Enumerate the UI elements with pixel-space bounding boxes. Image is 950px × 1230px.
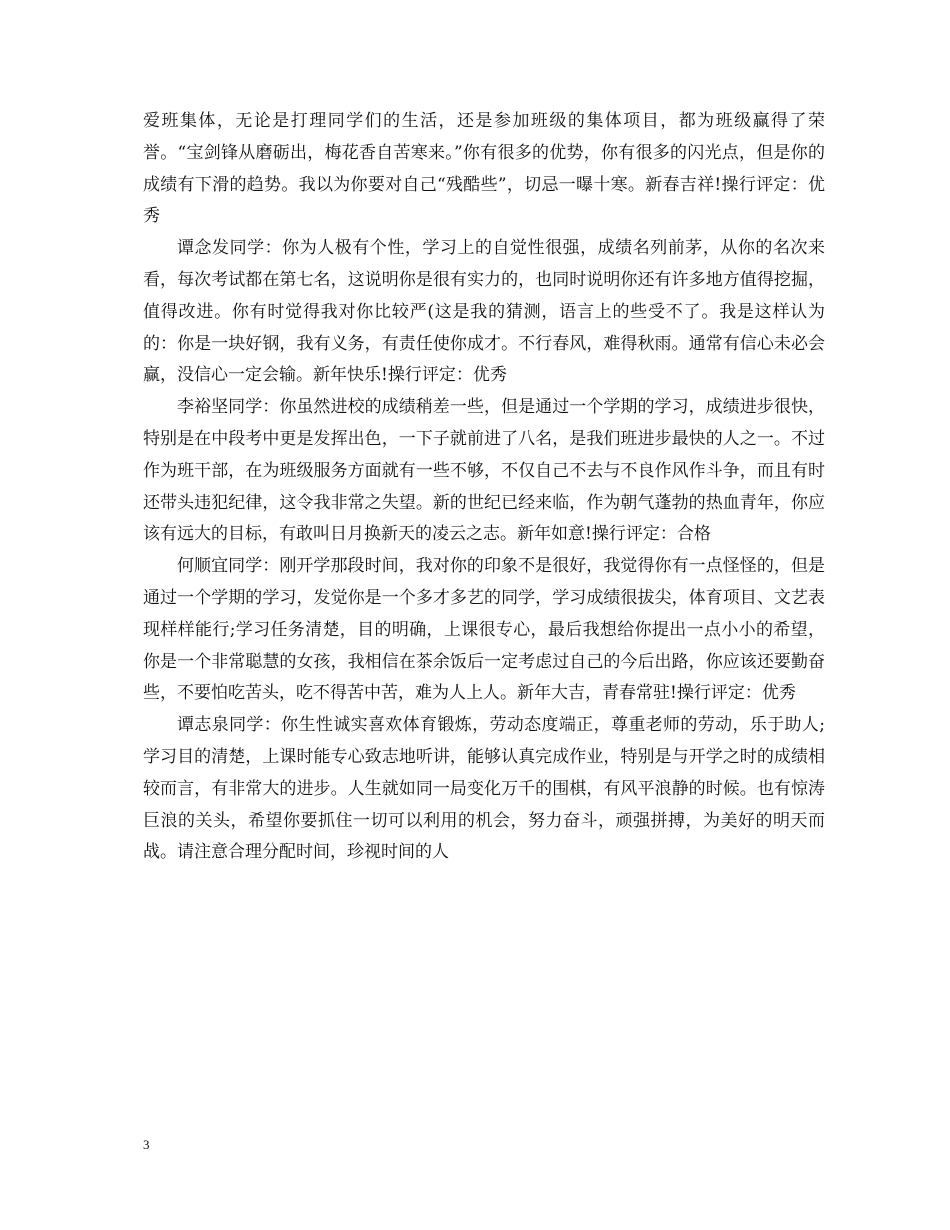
paragraph-comment-he-shunyi: 何顺宜同学：刚开学那段时间，我对你的印象不是很好，我觉得你有一点怪怪的，但是通过一个学期的学习，发觉你是一个多才多艺的同学，学习成绩很拔尖，体育项目、文艺表现样样能行;学习任务清楚，目的明确，上课很专心，最后我想给你提出一点小小的希望，你是一个非常聪慧的女孩，我相信在茶余饭后一定考虑过自己的今后出路，你应该还要勤奋些，不要怕吃苦头，吃不得苦中苦，难为人上人。新年大吉，青春常驻!操行评定：优秀 [143,556,825,704]
paragraph-comment-tan-nianfa: 谭念发同学：你为人极有个性，学习上的自觉性很强，成绩名列前茅，从你的名次来看，每次考试都在第七名，这说明你是很有实力的，也同时说明你还有许多地方值得挖掘，值得改进。你有时觉得我对你比较严(这是我的猜测，语言上的些受不了。我是这样认为的：你是一块好钢，我有义务，有责任使你成才。不行春风，难得秋雨。通常有信心未必会赢，没信心一定会输。新年快乐!操行评定：优秀 [143,238,825,386]
paragraph-continued-comment: 爱班集体，无论是打理同学们的生活，还是参加班级的集体项目，都为班级赢得了荣誉。“宝剑锋从磨砺出，梅花香自苦寒来。”你有很多的优势，你有很多的闪光点，但是你的成绩有下滑的趋势。我以为你要对自己“残酷些”，切忌一曝十寒。新春吉祥!操行评定：优秀 [143,111,825,227]
document-body [143,106,825,869]
paragraph-comment-tan-zhiquan: 谭志泉同学：你生性诚实喜欢体育锻炼，劳动态度端正，尊重老师的劳动，乐于助人;学习目的清楚，上课时能专心致志地听讲，能够认真完成作业，特别是与开学之时的成绩相较而言，有非常大的进步。人生就如同一局变化万千的围棋，有风平浪静的时候。也有惊涛巨浪的关头，希望你要抓住一切可以利用的机会，努力奋斗，顽强拼搏，为美好的明天而战。请注意合理分配时间，珍视时间的人 [143,715,825,863]
paragraph-comment-li-yujian: 李裕坚同学：你虽然进校的成绩稍差一些，但是通过一个学期的学习，成绩进步很快，特别是在中段考中更是发挥出色，一下子就前进了八名，是我们班进步最快的人之一。不过作为班干部，在为班级服务方面就有一些不够，不仅自己不去与不良作风作斗争，而且有时还带头违犯纪律，这令我非常之失望。新的世纪已经来临，作为朝气蓬勃的热血青年，你应该有远大的目标，有敢叫日月换新天的凌云之志。新年如意!操行评定：合格 [143,397,825,545]
page-number: 3 [143,1137,150,1152]
